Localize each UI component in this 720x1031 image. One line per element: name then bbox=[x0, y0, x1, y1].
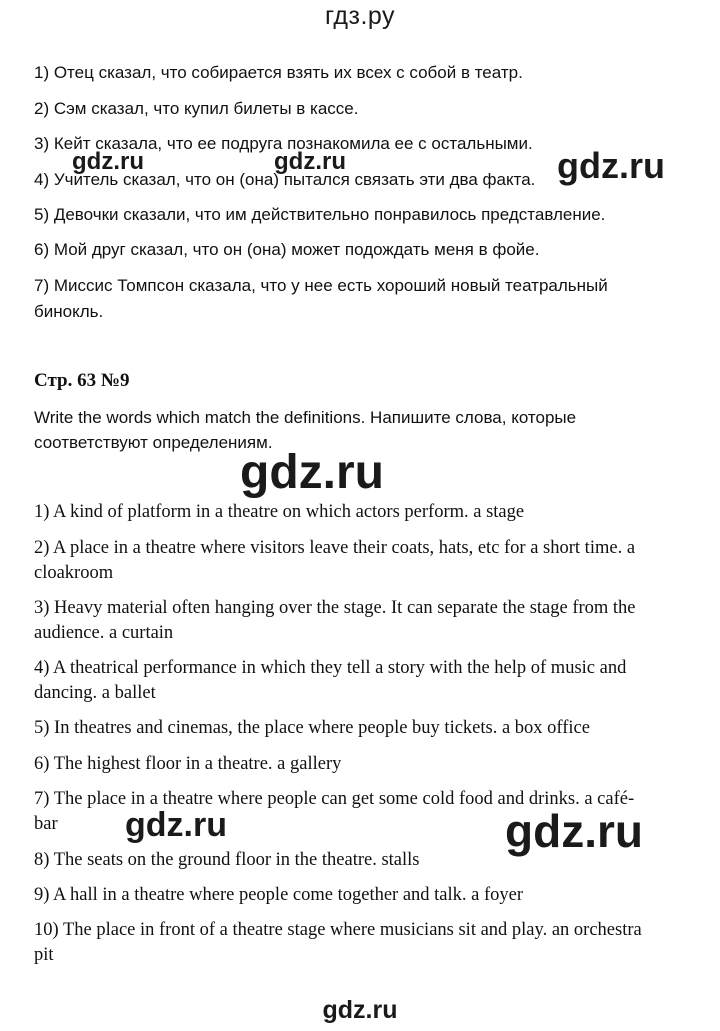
watermark: gdz.ru bbox=[505, 805, 643, 857]
definition-line-5: 5) In theatres and cinemas, the place where people buy tickets. a box office bbox=[34, 718, 590, 738]
site-footer: gdz.ru bbox=[322, 996, 398, 1024]
definition-line-4: 4) A theatrical performance in which they tell a story with the help of music and bbox=[34, 658, 627, 678]
translation-line-1: 1) Отец сказал, что собирается взять их всех с собой в театр. bbox=[34, 63, 523, 82]
definition-line-6: 6) The highest floor in a theatre. a gallery bbox=[34, 754, 342, 774]
translation-line-6: 6) Мой друг сказал, что он (она) может подождать меня в фойе. bbox=[34, 240, 540, 259]
translation-line-4: 4) Учитель сказал, что он (она) пытался связать эти два факта. bbox=[34, 170, 536, 189]
site-header: гдз.ру bbox=[324, 2, 396, 30]
watermark: gdz.ru bbox=[72, 148, 144, 175]
translation-line-7-cont: бинокль. bbox=[34, 302, 104, 321]
watermark: gdz.ru bbox=[274, 148, 346, 175]
translation-line-2: 2) Сэм сказал, что купил билеты в кассе. bbox=[34, 99, 359, 118]
translation-line-3: 3) Кейт сказала, что ее подруга познакомила ее с остальными. bbox=[34, 134, 533, 153]
instruction-line-1: Write the words which match the definitions. Напишите слова, которые bbox=[34, 408, 577, 427]
definition-line-3-cont: audience. a curtain bbox=[34, 623, 174, 643]
watermark: gdz.ru bbox=[125, 806, 227, 844]
translation-line-5: 5) Девочки сказали, что им действительно понравилось представление. bbox=[34, 205, 606, 224]
instruction-line-2: соответствуют определениям. bbox=[34, 433, 273, 452]
watermark: gdz.ru bbox=[557, 145, 665, 186]
definition-line-8: 8) The seats on the ground floor in the theatre. stalls bbox=[34, 850, 420, 870]
translation-line-7: 7) Миссис Томпсон сказала, что у нее есть хороший новый театральный bbox=[34, 276, 608, 295]
definition-line-10: 10) The place in front of a theatre stage where musicians sit and play. an orchestra bbox=[34, 920, 642, 940]
definition-line-7: 7) The place in a theatre where people can get some cold food and drinks. a café- bbox=[34, 789, 635, 809]
definition-line-1: 1) A kind of platform in a theatre on which actors perform. a stage bbox=[34, 502, 525, 522]
section-heading: Стр. 63 №9 bbox=[34, 370, 130, 391]
definition-line-2: 2) A place in a theatre where visitors leave their coats, hats, etc for a short time. a bbox=[34, 538, 636, 558]
definition-line-2-cont: cloakroom bbox=[34, 563, 114, 583]
definition-line-3: 3) Heavy material often hanging over the stage. It can separate the stage from the bbox=[34, 598, 636, 618]
definition-line-4-cont: dancing. a ballet bbox=[34, 683, 156, 703]
watermark: gdz.ru bbox=[240, 446, 384, 499]
definition-line-7-cont: bar bbox=[34, 814, 58, 834]
definition-line-10-cont: pit bbox=[34, 945, 54, 965]
definition-line-9: 9) A hall in a theatre where people come together and talk. a foyer bbox=[34, 885, 524, 905]
